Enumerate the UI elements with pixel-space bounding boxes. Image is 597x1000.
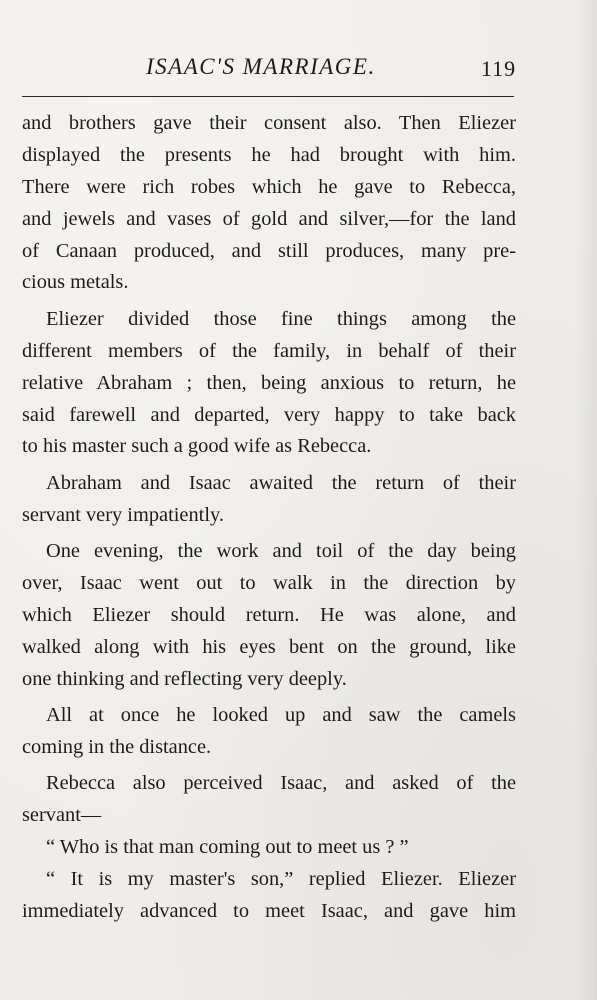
text-line: walked along with his eyes bent on the ground, like — [22, 635, 516, 658]
text-line: relative Abraham ; then, being anxious to return, he — [22, 371, 516, 394]
text-line: Abraham and Isaac awaited the return of their — [46, 471, 516, 494]
text-line: servant— — [22, 804, 102, 827]
text-line: which Eliezer should return. He was alone, and — [22, 603, 516, 626]
text-line: said farewell and departed, very happy to take back — [22, 403, 516, 426]
text-line: servant very impatiently. — [22, 503, 224, 526]
text-line: over, Isaac went out to walk in the direction by — [22, 571, 516, 594]
text-line: and jewels and vases of gold and silver,—for the land — [22, 207, 516, 230]
text-line: cious metals. — [22, 271, 129, 294]
text-line: different members of the family, in behalf of their — [22, 339, 516, 362]
page-header — [0, 54, 597, 88]
running-title: ISAAC'S MARRIAGE. — [146, 54, 376, 79]
page-number: 119 — [481, 56, 517, 81]
body-text — [22, 108, 516, 928]
text-line: There were rich robes which he gave to Rebecca, — [22, 175, 516, 198]
text-line: immediately advanced to meet Isaac, and gave him — [22, 899, 516, 922]
text-line: All at once he looked up and saw the camels — [46, 704, 516, 727]
text-line: coming in the distance. — [22, 735, 212, 758]
text-line: Rebecca also perceived Isaac, and asked of the — [46, 772, 516, 795]
text-line: “ Who is that man coming out to meet us ? ” — [46, 836, 409, 859]
text-line: to his master such a good wife as Rebecca. — [22, 435, 372, 458]
text-line: One evening, the work and toil of the day being — [46, 540, 516, 563]
text-line: “ It is my master's son,” replied Eliezer. Eliezer — [46, 867, 516, 890]
text-line: and brothers gave their consent also. Then Eliezer — [22, 112, 516, 134]
text-line: of Canaan produced, and still produces, many pre- — [22, 239, 516, 262]
text-line: one thinking and reflecting very deeply. — [22, 667, 347, 690]
text-line: Eliezer divided those fine things among the — [46, 307, 516, 330]
text-line: displayed the presents he had brought with him. — [22, 143, 516, 166]
header-rule — [22, 96, 514, 97]
page-edge-shadow — [575, 0, 597, 1000]
